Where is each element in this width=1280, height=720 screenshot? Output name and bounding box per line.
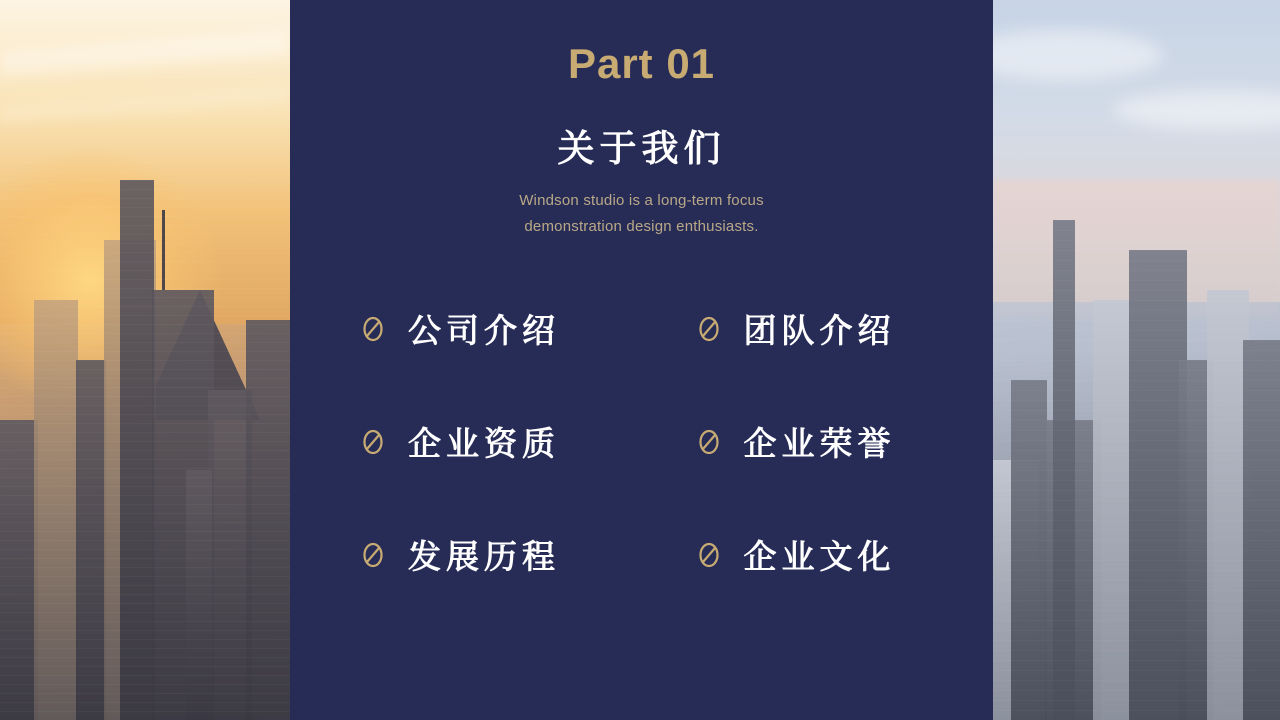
section-number: Part 01 bbox=[567, 40, 716, 87]
window-texture bbox=[993, 0, 1280, 720]
slashed-circle-icon bbox=[694, 427, 724, 457]
slashed-circle-icon bbox=[358, 314, 388, 344]
right-skyline-photo bbox=[993, 0, 1280, 720]
subtitle-line-2: demonstration design enthusiasts. bbox=[524, 218, 759, 235]
agenda-item-label: 企业资质 bbox=[408, 425, 560, 462]
subtitle bbox=[290, 188, 993, 240]
agenda-item-label: 发展历程 bbox=[408, 538, 560, 575]
slashed-circle-icon bbox=[358, 540, 388, 570]
agenda-item-honors[interactable] bbox=[642, 385, 994, 498]
slashed-circle-icon bbox=[358, 427, 388, 457]
subtitle-line-1: Windson studio is a long-term focus bbox=[519, 192, 764, 209]
slashed-circle-icon bbox=[694, 314, 724, 344]
content-panel bbox=[290, 0, 993, 720]
agenda-item-label: 团队介绍 bbox=[743, 312, 896, 349]
left-skyline-photo bbox=[0, 0, 290, 720]
page-title: 关于我们 bbox=[557, 128, 726, 169]
agenda-item-company-intro[interactable] bbox=[290, 272, 642, 385]
agenda-item-label: 公司介绍 bbox=[408, 312, 560, 349]
agenda-item-label: 企业荣誉 bbox=[743, 425, 896, 462]
window-texture bbox=[0, 0, 290, 720]
agenda-item-qualifications[interactable] bbox=[290, 385, 642, 498]
agenda-item-culture[interactable] bbox=[642, 498, 994, 611]
agenda-item-label: 企业文化 bbox=[743, 538, 896, 575]
agenda-list bbox=[290, 272, 993, 611]
slashed-circle-icon bbox=[694, 540, 724, 570]
agenda-item-history[interactable] bbox=[290, 498, 642, 611]
agenda-item-team-intro[interactable] bbox=[642, 272, 994, 385]
